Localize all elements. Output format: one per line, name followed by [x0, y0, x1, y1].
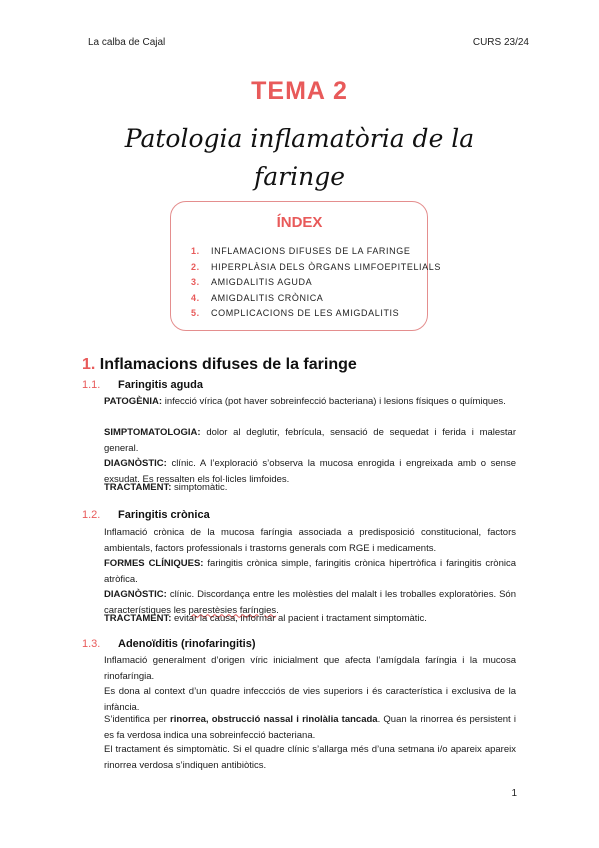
paragraph: PATOGÈNIA: infecció vírica (pot haver sobreinfecció bacteriana) i lesions físiques o químiques.	[104, 396, 506, 407]
index-item[interactable]: 1. INFLAMACIONS DIFUSES DE LA FARINGE	[191, 246, 411, 256]
section-heading: 1. Inflamacions difuses de la faringe	[82, 356, 357, 373]
tema-heading: TEMA 2	[251, 77, 348, 105]
header-left: La calba de Cajal	[88, 37, 166, 48]
paragraph: S’identifica per rinorrea, obstrucció nassal i rinolàlia tancada. Quan la rinorrea és persistent i es fa verdosa indica una sobreinfecció bacteriana.	[104, 714, 516, 741]
paragraph: TRACTAMENT: evitar la causa, informar al pacient i tractament simptomàtic.	[104, 613, 427, 624]
index-item[interactable]: 3. AMIGDALITIS AGUDA	[191, 277, 313, 287]
paragraph: DIAGNÒSTIC: clínic. A l’exploració s’observa la mucosa enrogida i engreixada amb o sense exsudat. Es ressalten els fol·licles limfoides.	[104, 458, 516, 485]
title-line-1: Patologia inflamatòria de la	[124, 124, 475, 153]
subsection-heading: 1.3. Adenoïditis (rinofaringitis)	[82, 638, 256, 650]
header-right: CURS 23/24	[472, 37, 529, 48]
document-title	[60, 120, 539, 196]
paragraph: Inflamació generalment d’origen víric inicialment que afecta l’amígdala faríngia i la mucosa rinofaríngia.	[104, 655, 516, 682]
paragraph: TRACTAMENT: simptomàtic.	[104, 482, 228, 493]
paragraph: El tractament és simptomàtic. Si el quadre clínic s’allarga més d’una setmana i/o apareix apareix rinorrea verdosa s’indiquen antibiòtics.	[104, 744, 516, 771]
paragraph: FORMES CLÍNIQUES: faringitis crònica simple, faringitis crònica hipertròfica i faringitis crònica atròfica.	[104, 558, 517, 585]
paragraph: DIAGNÒSTIC: clínic. Discordança entre les molèsties del malalt i les troballes exploratòries. Són característiques les parestèsies faríngies.	[104, 589, 516, 616]
title-line-2: faringe	[253, 162, 345, 191]
paragraph: Inflamació crònica de la mucosa faríngia associada a predisposició constitucional, factors ambientals, factors professionals i trastorns generals com RGE i medicaments.	[104, 527, 516, 554]
page-number: 1	[511, 788, 517, 799]
index-title: ÍNDEX	[276, 214, 323, 231]
index-item[interactable]: 4. AMIGDALITIS CRÒNICA	[191, 292, 324, 303]
index-item[interactable]: 2. HIPERPLÀSIA DELS ÒRGANS LIMFOEPITELIALS	[191, 261, 441, 272]
subsection-heading: 1.2. Faringitis crònica	[82, 509, 210, 521]
subsection-heading: 1.1. Faringitis aguda	[82, 379, 203, 391]
index-item[interactable]: 5. COMPLICACIONS DE LES AMIGDALITIS	[191, 308, 400, 318]
paragraph: Es dona al context d’un quadre infeccciós de vies superiors i és característica i exclusiva de la infància.	[104, 686, 516, 713]
index-list	[191, 244, 441, 322]
paragraph: SIMPTOMATOLOGIA: dolor al deglutir, febrícula, sensació de sequedat i ferida i malestar general.	[104, 427, 516, 454]
